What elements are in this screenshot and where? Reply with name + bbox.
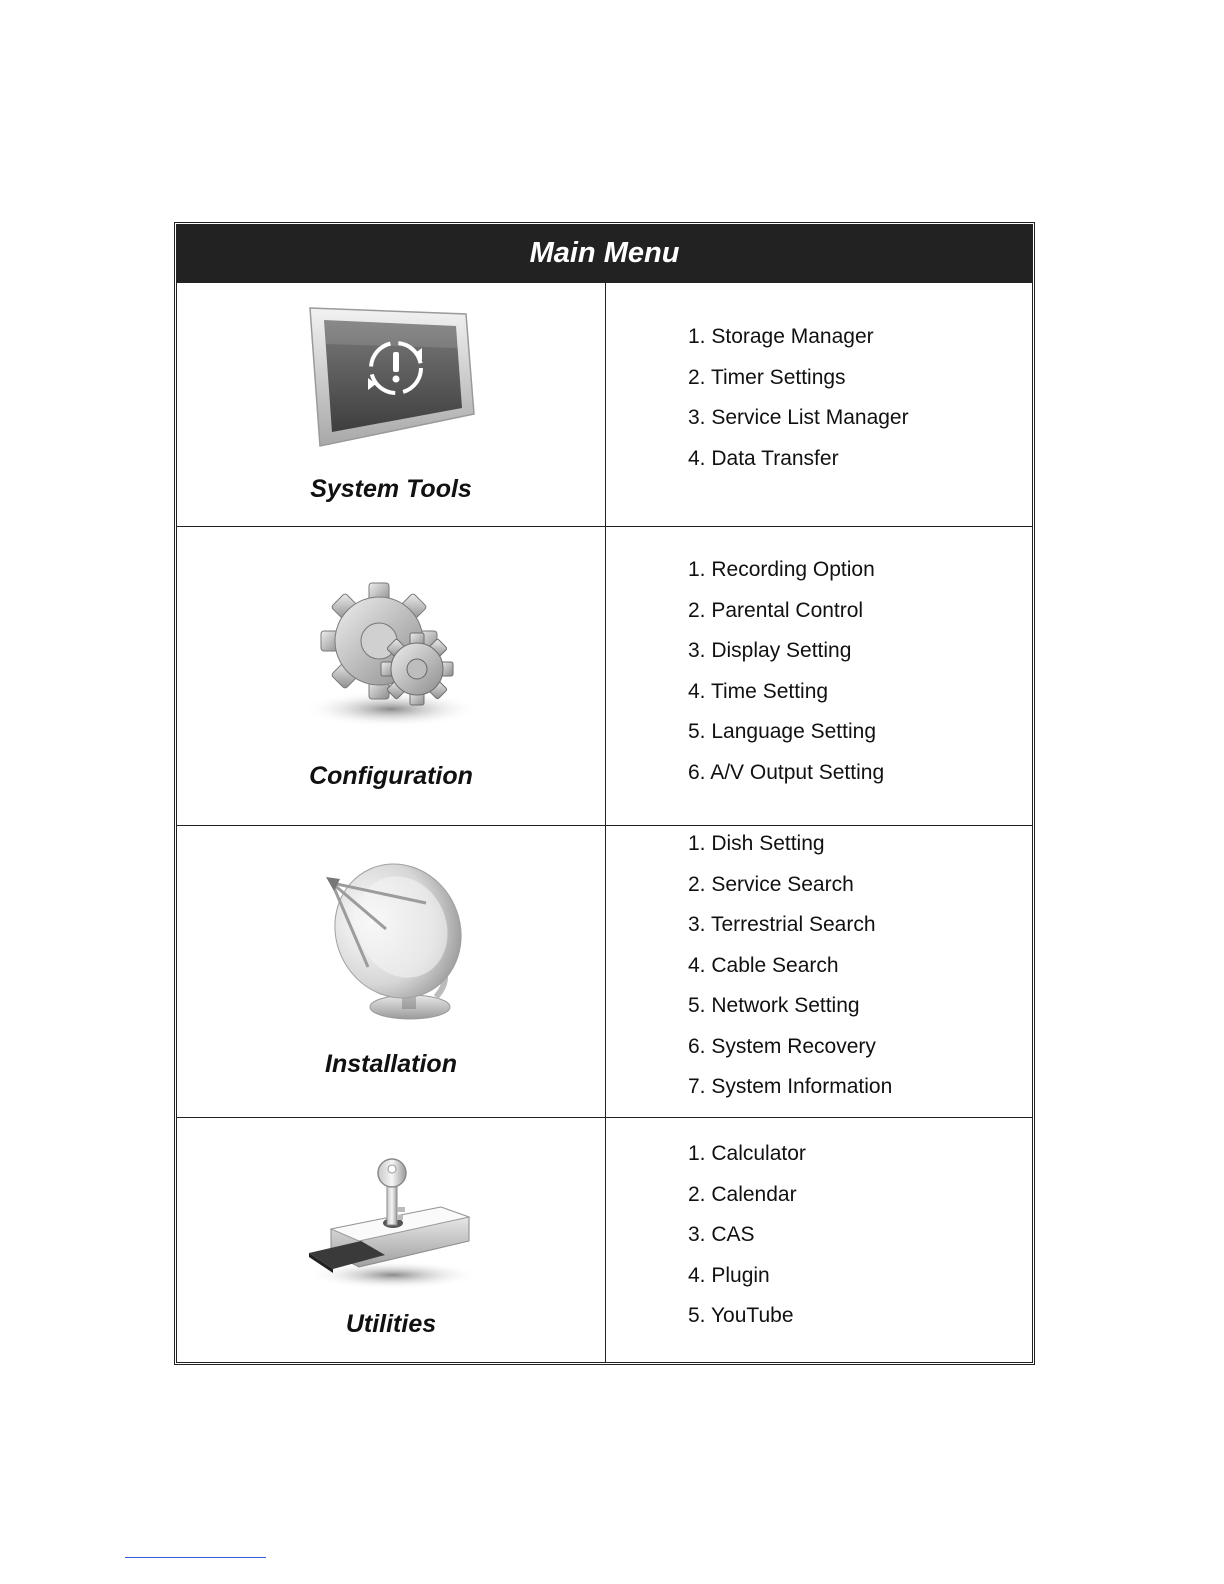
list-item: 4. Plugin — [688, 1263, 770, 1287]
item-list — [688, 1134, 1032, 1337]
list-item: 1. Calculator — [688, 1142, 806, 1165]
list-item: 2. Service Search — [688, 872, 854, 896]
list-item: 1. Storage Manager — [688, 325, 874, 348]
list-item: 2. Parental Control — [688, 598, 864, 622]
category-title: Configuration — [309, 762, 473, 790]
list-item: 3. CAS — [688, 1223, 755, 1246]
footnote-separator-line — [125, 1557, 266, 1558]
list-item: 2. Timer Settings — [688, 365, 846, 389]
gears-icon — [299, 581, 483, 736]
list-item: 2. Calendar — [688, 1182, 797, 1206]
list-item: 5. YouTube — [688, 1304, 794, 1327]
list-item: 4. Data Transfer — [688, 446, 839, 470]
category-cell-configuration — [177, 527, 606, 825]
category-cell-installation — [177, 826, 606, 1117]
category-cell-utilities — [177, 1118, 606, 1362]
list-item: 6. A/V Output Setting — [688, 760, 885, 784]
menu-row-installation — [177, 825, 1032, 1117]
category-title: System Tools — [310, 475, 472, 503]
monitor-alert-icon — [306, 304, 476, 455]
category-cell-system-tools — [177, 283, 606, 526]
list-item: 6. System Recovery — [688, 1034, 876, 1058]
item-list — [688, 550, 1032, 793]
list-item: 5. Language Setting — [688, 720, 876, 743]
key-card-icon — [301, 1157, 481, 1298]
list-item: 5. Network Setting — [688, 994, 860, 1017]
category-title: Utilities — [345, 1310, 437, 1338]
item-list — [688, 317, 1032, 479]
list-item: 4. Time Setting — [688, 679, 829, 703]
category-title: Installation — [325, 1050, 457, 1078]
main-menu-table — [174, 222, 1035, 1365]
list-item: 7. System Information — [688, 1075, 893, 1098]
list-item: 3. Display Setting — [688, 639, 852, 662]
menu-row-configuration — [177, 526, 1032, 825]
list-item: 1. Recording Option — [688, 558, 875, 581]
items-cell-installation — [606, 824, 1032, 1117]
main-menu-header: Main Menu — [177, 225, 1032, 282]
menu-row-system-tools — [177, 282, 1032, 526]
items-cell-system-tools — [606, 283, 1032, 526]
list-item: 1. Dish Setting — [688, 832, 825, 855]
list-item: 4. Cable Search — [688, 953, 839, 977]
items-cell-utilities — [606, 1118, 1032, 1362]
satellite-dish-icon — [316, 857, 466, 1028]
list-item: 3. Service List Manager — [688, 406, 909, 429]
list-item: 3. Terrestrial Search — [688, 913, 876, 936]
items-cell-configuration — [606, 527, 1032, 825]
item-list — [688, 824, 1032, 1108]
menu-row-utilities — [177, 1117, 1032, 1362]
